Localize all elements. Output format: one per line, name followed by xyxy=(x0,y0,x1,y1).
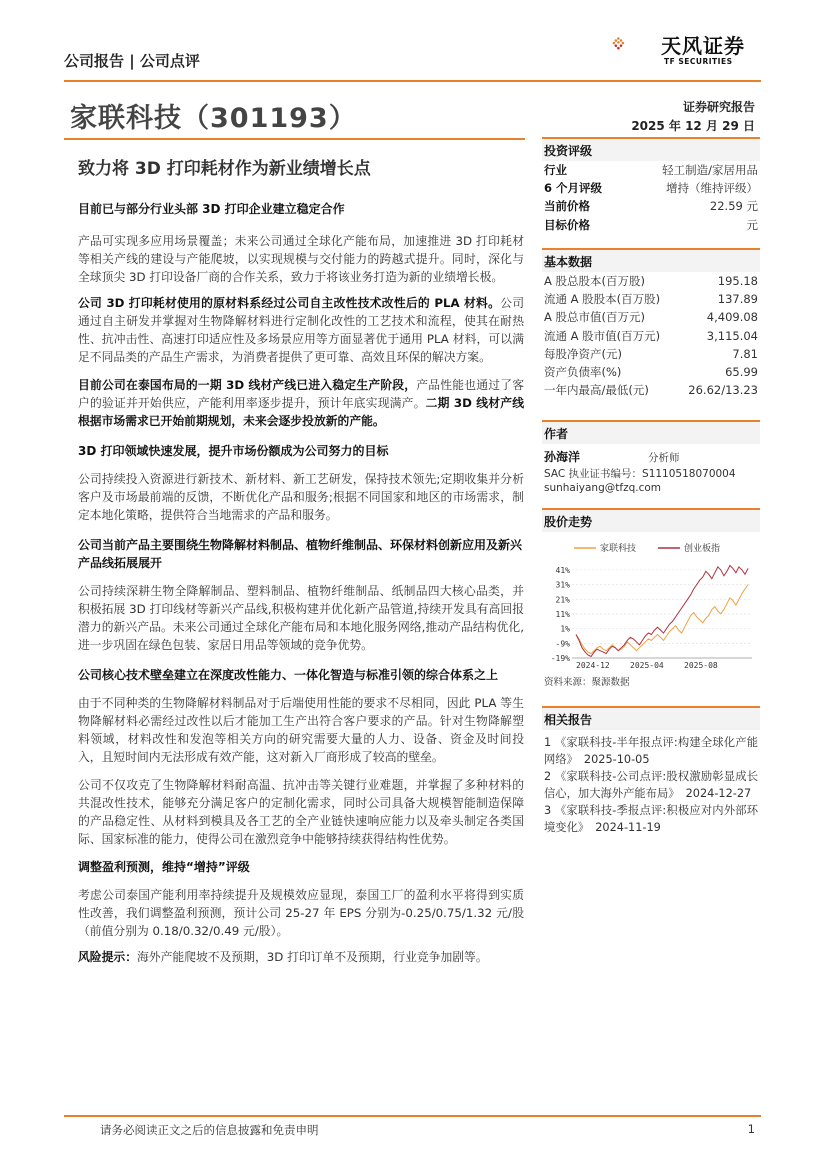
related-list xyxy=(542,730,760,836)
y-tick-label: 31% xyxy=(555,580,570,590)
y-tick-label: 41% xyxy=(555,565,570,575)
y-tick-label: 21% xyxy=(555,595,570,605)
kv-row xyxy=(542,363,760,381)
section-title: 公司当前产品主要围绕生物降解材料制品、植物纤维制品、环保材料创新应用及新兴产品线拓展展开 xyxy=(78,538,523,570)
title-divider xyxy=(64,138,525,140)
kv-row xyxy=(542,197,760,215)
y-tick-label: 11% xyxy=(555,609,570,619)
basic-data-rows xyxy=(542,272,760,399)
related-report-item[interactable] xyxy=(544,768,758,802)
related-report-item[interactable] xyxy=(544,802,758,836)
y-tick-label: 1% xyxy=(560,624,570,634)
kv-value: 3,115.04 xyxy=(706,328,758,343)
kv-key: 一年内最高/最低(元) xyxy=(544,383,649,398)
paragraph-text: 公司通过自主研发并掌握对生物降解材料进行定制化改性的工艺技术和流程，使其在耐热性、抗冲击性、高速打印适应性及多场景应用等方面显著优于通用 PLA 材料，可以满足不同品类的产品生产需求，为消费者提供了更可靠、高效且环保的解决方案。 xyxy=(78,296,524,364)
logo-en-text: TF SECURITIES xyxy=(664,57,733,66)
price-chart-title: 股价走势 xyxy=(542,508,760,532)
kv-key: 流通 A 股市值(百万元) xyxy=(544,328,661,343)
related-report-item[interactable] xyxy=(544,734,758,768)
kv-value: 22.59 元 xyxy=(709,199,758,214)
kv-row xyxy=(542,381,760,399)
kv-key: 目标价格 xyxy=(544,217,590,232)
author-title: 作者 xyxy=(542,420,760,444)
paragraph: 由于不同种类的生物降解材料制品对于后端使用性能的要求不尽相同，因此 PLA 等生物降解材料必需经过改性以后才能加工生产出符合客户要求的产品。针对生物降解塑料领域，材料改性和发泡等相关方向的研究需要大量的人力、设备、资金及时间投入，且短时间内无法形成有效产能，这对新入厂商形成了较高的壁垒。 xyxy=(78,696,524,764)
kv-key: 流通 A 股股本(百万股) xyxy=(544,292,661,307)
paragraph-bold-tail: 二期 3D 线材产线根据市场需求已开始前期规划，未来会逐步投放新的产能。 xyxy=(78,396,524,428)
related-report-date: 2024-12-27 xyxy=(685,787,752,800)
kv-row xyxy=(542,345,760,363)
paragraph-lead: 公司 3D 打印耗材使用的原材料系经过公司自主改性技术改性后的 PLA 材料。 xyxy=(78,296,501,310)
kv-key: 6 个月评级 xyxy=(544,181,603,196)
related-report-title: 3 《家联科技-季报点评:积极应对内外部环境变化》 xyxy=(544,804,758,834)
basic-data-title: 基本数据 xyxy=(542,248,760,272)
kv-value: 轻工制造/家居用品 xyxy=(662,163,758,177)
chart-source: 资料来源：聚源数据 xyxy=(544,677,630,688)
kv-row xyxy=(542,161,760,179)
kv-value: 元 xyxy=(746,217,758,232)
footer-disclaimer: 请务必阅读正文之后的信息披露和免责申明 xyxy=(100,1123,319,1137)
kv-key: 当前价格 xyxy=(544,199,590,214)
y-tick-label: -19% xyxy=(550,654,570,663)
paragraph xyxy=(78,376,524,430)
related-title: 相关报告 xyxy=(542,706,760,730)
rating-rows xyxy=(542,161,760,234)
kv-key: 资产负债率(%) xyxy=(544,365,622,380)
analyst-name: 孙海洋 xyxy=(544,450,581,464)
paragraph: 考虑公司泰国产能利用率持续提升及规模效应显现，泰国工厂的盈利水平将得到实质性改善，我们调整盈利预测，预计公司 25-27 年 EPS 分别为-0.25/0.75/1.32 元/股（前值分别为 0.18/0.32/0.49 元/股）。 xyxy=(78,888,524,938)
paragraph: 产品可实现多应用场景覆盖；未来公司通过全球化产能布局，加速推进 3D 打印耗材等相关产线的建设与产能爬坡，以实现规模与交付能力的跨越式提升。同时，深化与全球顶尖 3D 打印设备厂商的合作关系，致力于将该业务打造为新的业绩增长极。 xyxy=(78,234,524,284)
section-title: 3D 打印领域快速发展，提升市场份额成为公司努力的目标 xyxy=(78,444,389,458)
x-tick-label: 2025-04 xyxy=(630,661,664,670)
kv-value: 137.89 xyxy=(717,292,758,307)
risk-text: 海外产能爬坡不及预期，3D 打印订单不及预期，行业竞争加剧等。 xyxy=(137,950,488,964)
price-chart-box xyxy=(542,508,760,690)
price-chart xyxy=(542,536,760,676)
kv-key: 每股净资产(元) xyxy=(544,346,622,361)
analyst-role: 分析师 xyxy=(648,452,680,464)
paragraph: 公司持续深耕生物全降解制品、塑料制品、植物纤维制品、纸制品四大核心品类，并积极拓展 3D 打印线材等新兴产品线,积极构建并优化新产品管道,持续开发具有高回报潜力的新兴产品。未来公司通过全球化产能布局和本地化服务网络,推动产品结构优化,进一步巩固在绿色包装、家居日用品等领域的竞争优势。 xyxy=(78,584,524,652)
paragraph-text: 产品性能也通过了客户的验证并开始供应，产能利用率逐步提升，预计年底实现满产。 xyxy=(78,378,524,410)
legend-label: 家联科技 xyxy=(600,544,637,554)
author-box xyxy=(542,420,760,495)
report-headline: 致力将 3D 打印耗材作为新业绩增长点 xyxy=(78,159,371,179)
report-category: 公司报告 | 公司点评 xyxy=(64,52,200,70)
kv-key: 行业 xyxy=(544,163,567,177)
paragraph xyxy=(78,294,524,366)
kv-row xyxy=(542,272,760,290)
series-line xyxy=(576,566,748,657)
analyst-email[interactable]: sunhaiyang@tfzq.com xyxy=(544,482,662,494)
related-box xyxy=(542,706,760,836)
paragraph: 公司不仅攻克了生物降解材料耐高温、抗冲击等关键行业难题，并掌握了多种材料的共混改性技术，能够充分满足客户的定制化需求，同时公司具备大规模智能制造保障的产品稳定性、从材料到模具及各工艺的全产业链快速响应能力以及牵头制定各类国际、国家标准的能力，使得公司在激烈竞争中能够持续获得结构性优势。 xyxy=(78,778,524,846)
kv-value: 26.62/13.23 xyxy=(688,383,758,398)
related-report-title: 2 《家联科技-公司点评:股权激励彰显成长信心，加大海外产能布局》 xyxy=(544,770,758,800)
page-number: 1 xyxy=(747,1122,755,1136)
kv-row xyxy=(542,290,760,308)
kv-value: 195.18 xyxy=(717,274,758,288)
paragraph: 公司持续投入资源进行新技术、新材料、新工艺研发，保持技术领先;定期收集并分析客户及市场最前端的反馈，不断优化产品和服务;根据不同国家和地区的市场需求，制定本地化策略，提供符合当地需求的产品和服务。 xyxy=(78,472,524,522)
kv-value: 65.99 xyxy=(725,365,758,380)
report-type: 证券研究报告 xyxy=(682,100,755,114)
section-title: 公司核心技术壁垒建立在深度改性能力、一体化智造与标准引领的综合体系之上 xyxy=(78,668,499,682)
kv-row xyxy=(542,179,760,197)
main-body xyxy=(78,200,524,966)
logo-cn-text: 天风证券 xyxy=(661,34,745,58)
legend-label: 创业板指 xyxy=(684,544,721,554)
tf-securities-logo-icon xyxy=(612,20,660,68)
x-tick-label: 2024-12 xyxy=(576,661,610,670)
kv-row xyxy=(542,308,760,326)
author-name-row xyxy=(542,444,760,465)
kv-row xyxy=(542,216,760,234)
kv-row xyxy=(542,327,760,345)
related-report-date: 2024-11-19 xyxy=(595,821,661,834)
risk-label: 风险提示： xyxy=(78,950,137,964)
analyst-cert: SAC 执业证书编号：S1110518070004 xyxy=(544,468,736,480)
kv-value: 7.81 xyxy=(732,346,758,361)
header-divider xyxy=(64,80,761,82)
section-title: 目前已与部分行业头部 3D 打印企业建立稳定合作 xyxy=(78,202,345,216)
related-report-title: 1 《家联科技-半年报点评:构建全球化产能网络》 xyxy=(544,736,758,766)
related-report-date: 2025-10-05 xyxy=(583,753,650,766)
kv-key: A 股总市值(百万元) xyxy=(544,310,645,325)
kv-value: 增持（维持评级） xyxy=(666,181,758,196)
section-title: 调整盈利预测，维持“增持”评级 xyxy=(78,860,250,874)
kv-value: 4,409.08 xyxy=(706,310,758,325)
y-tick-label: -9% xyxy=(555,639,570,649)
risk-paragraph xyxy=(78,948,524,966)
footer-divider xyxy=(64,1115,761,1117)
paragraph-lead: 目前公司在泰国布局的一期 3D 线材产线已进入稳定生产阶段， xyxy=(78,378,417,392)
report-date: 2025 年 12 月 29 日 xyxy=(631,119,755,133)
rating-title: 投资评级 xyxy=(542,137,760,161)
x-tick-label: 2025-08 xyxy=(684,661,718,670)
company-name: 家联科技（301193） xyxy=(70,103,357,134)
basic-data-box xyxy=(542,248,760,399)
kv-key: A 股总股本(百万股) xyxy=(544,274,645,288)
rating-box xyxy=(542,137,760,234)
